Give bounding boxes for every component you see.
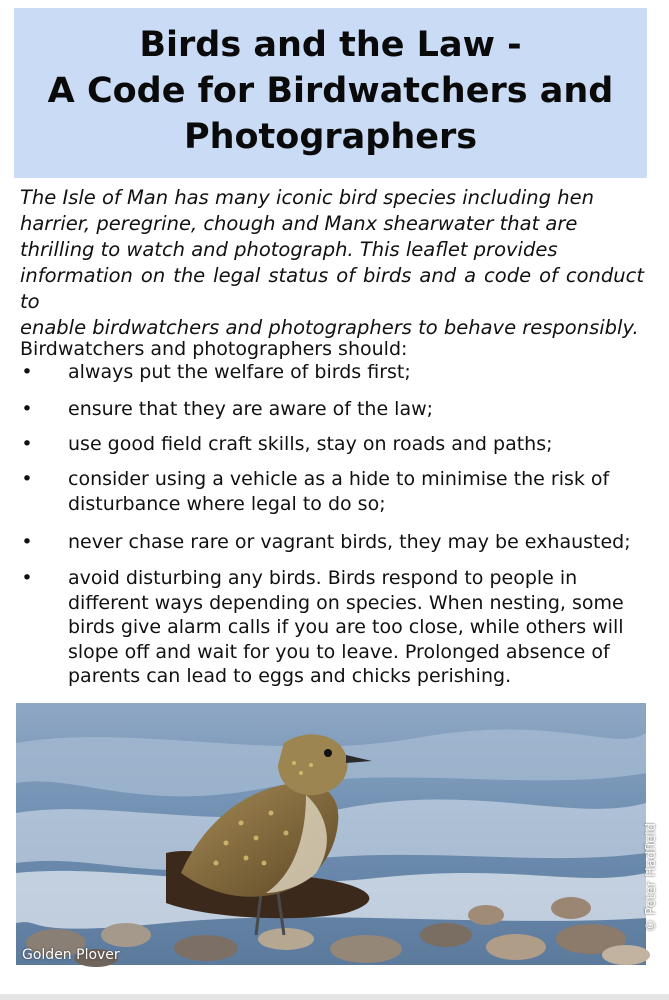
bullet-text-line: avoid disturbing any birds. Birds respond to people in bbox=[68, 567, 578, 589]
bullet-text bbox=[68, 530, 642, 555]
intro-line-5: enable birdwatchers and photographers to behave responsibly. bbox=[20, 316, 639, 339]
bullet-dot: • bbox=[21, 398, 33, 420]
bullet-text-line: different ways depending on species. When nesting, some bbox=[68, 591, 624, 614]
title-line-3: Photographers bbox=[183, 117, 478, 157]
golden-plover-photo bbox=[16, 703, 659, 965]
bullet-text-line: parents can lead to eggs and chicks perishing. bbox=[68, 665, 512, 687]
bullet-dot: • bbox=[21, 361, 33, 383]
bullet-text-line: birds give alarm calls if you are too close, while others will bbox=[68, 616, 624, 638]
bullet-text-line: never chase rare or vagrant birds, they may be exhausted; bbox=[68, 531, 631, 553]
bullet-text-line: ensure that they are aware of the law; bbox=[68, 398, 434, 420]
title-line-2: A Code for Birdwatchers and bbox=[47, 71, 614, 111]
golden-plover-bird-illustration bbox=[16, 703, 646, 965]
bullet-dot: • bbox=[21, 433, 33, 455]
bullet-text bbox=[68, 360, 642, 385]
bullet-text-line: disturbance where legal to do so; bbox=[68, 492, 386, 515]
bullet-text bbox=[68, 467, 642, 516]
bullet-text-line: slope off and wait for you to leave. Prolonged absence of bbox=[68, 640, 610, 663]
intro-line-1: The Isle of Man has many iconic bird species including hen bbox=[20, 186, 594, 209]
page-bottom-edge bbox=[0, 994, 669, 1000]
intro-line-2: harrier, peregrine, chough and Manx shearwater that are bbox=[20, 212, 578, 235]
bullet-dot: • bbox=[21, 468, 33, 490]
page-title bbox=[14, 8, 647, 160]
code-lead: Birdwatchers and photographers should: bbox=[20, 338, 408, 360]
bullet-dot: • bbox=[21, 531, 33, 553]
bullet-text bbox=[68, 432, 642, 457]
intro-line-3: thrilling to watch and photograph. This leaflet provides bbox=[20, 238, 558, 261]
bullet-text-line: use good field craft skills, stay on roads and paths; bbox=[68, 433, 553, 455]
bullet-text bbox=[68, 397, 642, 422]
bullet-text-line: always put the welfare of birds first; bbox=[68, 361, 411, 383]
intro-paragraph bbox=[20, 185, 644, 341]
title-line-1: Birds and the Law - bbox=[139, 25, 522, 65]
title-banner bbox=[14, 8, 647, 178]
bullet-dot: • bbox=[21, 567, 33, 589]
photo-credit: © Peter Hadfield bbox=[644, 823, 659, 933]
photo-caption: Golden Plover bbox=[22, 947, 120, 963]
intro-line-4: information on the legal status of birds and a code of conduct to bbox=[20, 264, 644, 313]
bullet-text bbox=[68, 566, 642, 689]
bullet-text-line: consider using a vehicle as a hide to minimise the risk of bbox=[68, 468, 610, 490]
